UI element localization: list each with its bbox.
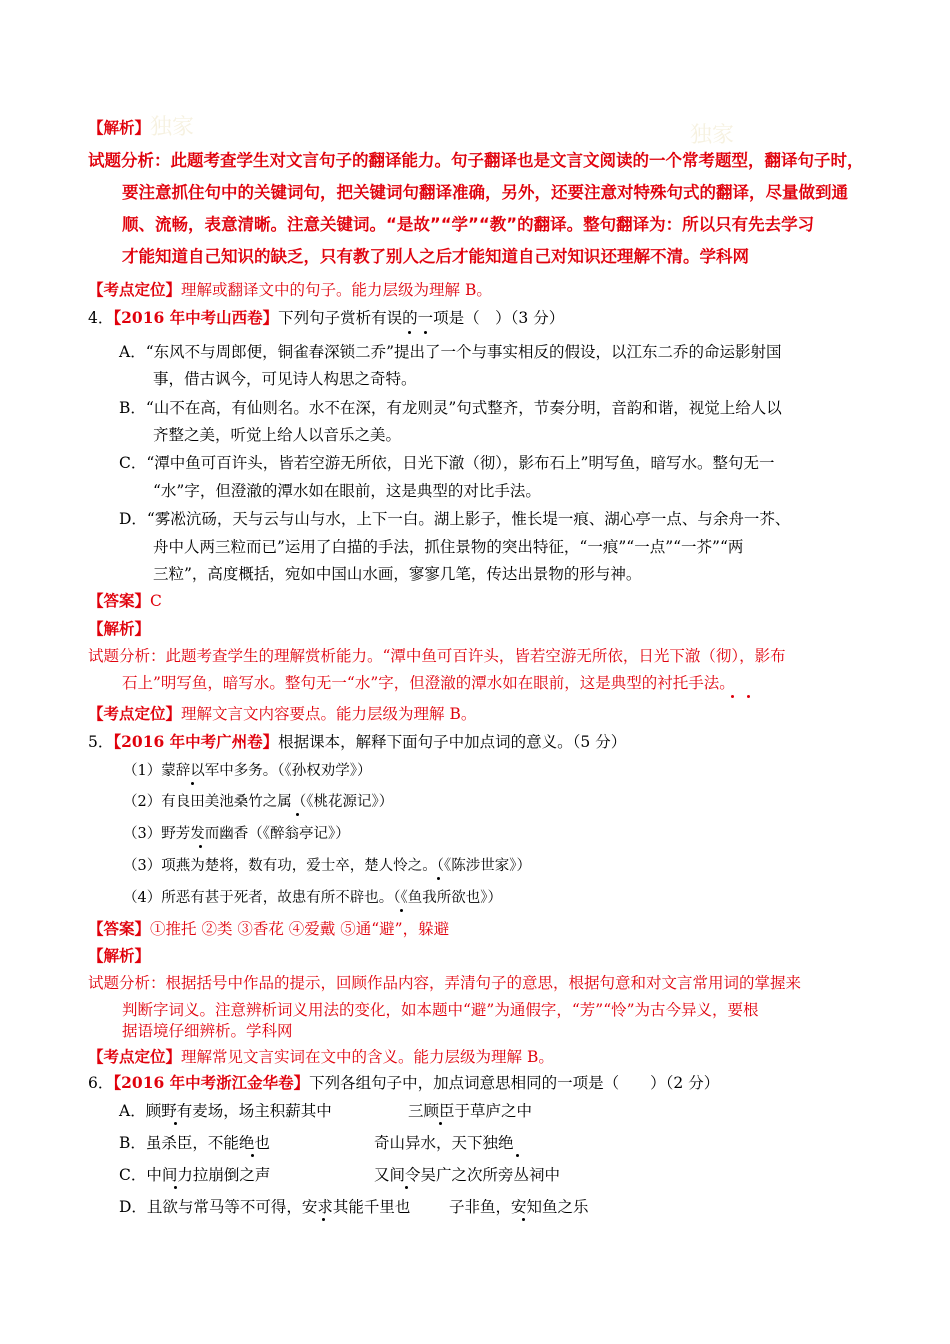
q4-option-d-line-1: D．“雾凇沆砀，天与云与山与水，上下一白。湖上影子，惟长堤一痕、湖心亭一点、与余舟一芥、 xyxy=(119,510,791,528)
q5-sentence-4: （3）项燕为楚将，数有功，爱士卒，楚人怜之。（《陈涉世家》） xyxy=(123,858,531,874)
emphasis-dot xyxy=(439,1122,442,1125)
q4-question: 下列句子赏析有误的一项是（ ）（3 分） xyxy=(278,309,565,327)
q6-option-b-left: B．虽杀臣，不能绝也 xyxy=(119,1134,270,1152)
answer-value: ①推托 ②类 ③香花 ④爱戴 ⑤通“避”，躲避 xyxy=(150,920,450,938)
q5-sentence-1: （1）蒙辞以军中多务。（《孙权劝学》） xyxy=(123,763,372,779)
q4-number: 4． xyxy=(88,309,114,327)
q6-option-c-left: C．中间力拉崩倒之声 xyxy=(119,1166,271,1184)
emphasis-dot xyxy=(424,331,427,334)
q5-number: 5． xyxy=(88,733,114,751)
q4-option-d-line-3: 三粒”，高度概括，宛如中国山水画，寥寥几笔，传达出景物的形与神。 xyxy=(153,565,642,583)
emphasis-dot xyxy=(400,909,403,912)
q5-analysis-tag: 【解析】 xyxy=(88,946,151,965)
kaodian-tag: 【考点定位】 xyxy=(88,280,182,299)
kaodian-1 xyxy=(88,279,492,301)
q4-analysis-line-1: 试题分析：此题考查学生的理解赏析能力。“潭中鱼可百许头，皆若空游无所依，日光下澈（彻），影布 xyxy=(88,647,786,665)
kaodian-tag: 【考点定位】 xyxy=(88,704,182,723)
q6-option-a-left: A．顾野有麦场，场主积薪其中 xyxy=(119,1102,332,1120)
q5-sentence-3: （3）野芳发而幽香（《醉翁亭记》） xyxy=(123,826,350,842)
q4-option-c-line-1: C．“潭中鱼可百许头，皆若空游无所依，日光下澈（彻），影布石上”明写鱼，暗写水。整句无一 xyxy=(119,454,775,472)
watermark-right: 独家 xyxy=(690,123,735,148)
emphasis-dot xyxy=(296,813,299,816)
emphasis-dot xyxy=(747,695,750,698)
q4-stem xyxy=(88,307,564,329)
q6-option-a-right: 三顾臣于草庐之中 xyxy=(408,1102,533,1120)
q5-analysis-line-1: 试题分析：根据括号中作品的提示，回顾作品内容，弄清句子的意思，根据句意和对文言常用词的掌握来 xyxy=(88,974,802,992)
q5-analysis-line-3: 据语境仔细辨析。学科网 xyxy=(122,1022,293,1040)
q4-option-b-line-1: B．“山不在高，有仙则名。水不在深，有龙则灵”句式整齐，节奏分明，音韵和谐，视觉上给人以 xyxy=(119,399,782,417)
answer-value: C xyxy=(150,592,162,610)
q4-source: 【2016 年中考山西卷】 xyxy=(113,308,279,327)
analysis-line-4: 才能知道自己知识的缺乏，只有教了别人之后才能知道自己对知识还理解不清。学科网 xyxy=(122,247,749,266)
watermark-left: 独家 xyxy=(150,115,195,140)
kaodian-text: 理解文言文内容要点。能力层级为理解 B。 xyxy=(181,705,477,723)
q4-analysis-tag: 【解析】 xyxy=(88,619,151,638)
analysis-line-2: 要注意抓住句中的关键词句，把关键词句翻译准确，另外，还要注意对特殊句式的翻译，尽量做到通 xyxy=(122,183,848,202)
emphasis-dot xyxy=(516,1154,519,1157)
q6-number: 6． xyxy=(88,1074,114,1092)
emphasis-dot xyxy=(437,877,440,880)
emphasis-dot xyxy=(731,695,734,698)
q6-question: 下列各组句子中，加点词意思相同的一项是（ ）（2 分） xyxy=(309,1074,720,1092)
emphasis-dot xyxy=(405,1186,408,1189)
q6-source: 【2016 年中考浙江金华卷】 xyxy=(113,1073,310,1092)
q5-source: 【2016 年中考广州卷】 xyxy=(113,732,279,751)
q4-answer xyxy=(88,590,162,612)
kaodian-text: 理解或翻译文中的句子。能力层级为理解 B。 xyxy=(181,281,492,299)
q5-question: 根据课本，解释下面句子中加点词的意义。（5 分） xyxy=(278,733,627,751)
q4-option-c-line-2: “水”字，但澄澈的潭水如在眼前，这是典型的对比手法。 xyxy=(153,482,541,500)
emphasis-dot xyxy=(322,1218,325,1221)
emphasis-dot xyxy=(174,1122,177,1125)
q4-option-d-line-2: 舟中人两三粒而已”运用了白描的手法，抓住景物的突出特征，“一痕”“一点”“一芥”“两 xyxy=(153,538,744,556)
emphasis-dot xyxy=(199,845,202,848)
q5-stem xyxy=(88,731,626,753)
emphasis-dot xyxy=(174,1186,177,1189)
analysis-tag: 【解析】 xyxy=(88,118,151,137)
q5-sentence-2: （2）有良田美池桑竹之属（《桃花源记》） xyxy=(123,794,394,810)
q4-analysis-line-2: 石上”明写鱼，暗写水。整句无一“水”字，但澄澈的潭水如在眼前，这是典型的衬托手法。 xyxy=(122,674,735,692)
emphasis-dot xyxy=(522,1218,525,1221)
emphasis-dot xyxy=(191,782,194,785)
answer-tag: 【答案】 xyxy=(88,591,151,610)
analysis-line-3: 顺、流畅，表意清晰。注意关键词。“是故”“学”“教”的翻译。整句翻译为：所以只有先去学习 xyxy=(122,215,815,234)
emphasis-dot xyxy=(251,1154,254,1157)
q6-option-d-left: D．且欲与常马等不可得，安求其能千里也 xyxy=(119,1198,411,1216)
q6-option-b-right: 奇山异水，天下独绝 xyxy=(374,1134,514,1152)
q5-answer xyxy=(88,918,449,940)
q5-analysis-line-2: 判断字词义。注意辨析词义用法的变化，如本题中“避”为通假字，“芳”“怜”为古今异义，要根 xyxy=(122,1001,759,1019)
q5-sentence-5: （4）所恶有甚于死者，故患有所不辟也。（《鱼我所欲也》） xyxy=(123,890,502,906)
q4-option-b-line-2: 齐整之美，听觉上给人以音乐之美。 xyxy=(153,426,402,444)
q5-kaodian xyxy=(88,1046,554,1068)
kaodian-tag: 【考点定位】 xyxy=(88,1047,182,1066)
kaodian-text: 理解常见文言实词在文中的含义。能力层级为理解 B。 xyxy=(181,1048,554,1066)
analysis-line-1: 试题分析：此题考查学生对文言句子的翻译能力。句子翻译也是文言文阅读的一个常考题型，翻译句子时， xyxy=(88,151,864,170)
q6-option-d-right: 子非鱼，安知鱼之乐 xyxy=(449,1198,589,1216)
q4-option-a-line-1: A．“东风不与周郎便，铜雀春深锁二乔”提出了一个与事实相反的假设，以江东二乔的命运影射国 xyxy=(119,343,782,361)
emphasis-dot xyxy=(408,331,411,334)
q6-option-c-right: 又间令吴广之次所旁丛祠中 xyxy=(374,1166,561,1184)
q4-kaodian xyxy=(88,703,476,725)
q6-stem xyxy=(88,1072,719,1094)
answer-tag: 【答案】 xyxy=(88,919,151,938)
q4-option-a-line-2: 事，借古讽今，可见诗人构思之奇特。 xyxy=(153,370,417,388)
